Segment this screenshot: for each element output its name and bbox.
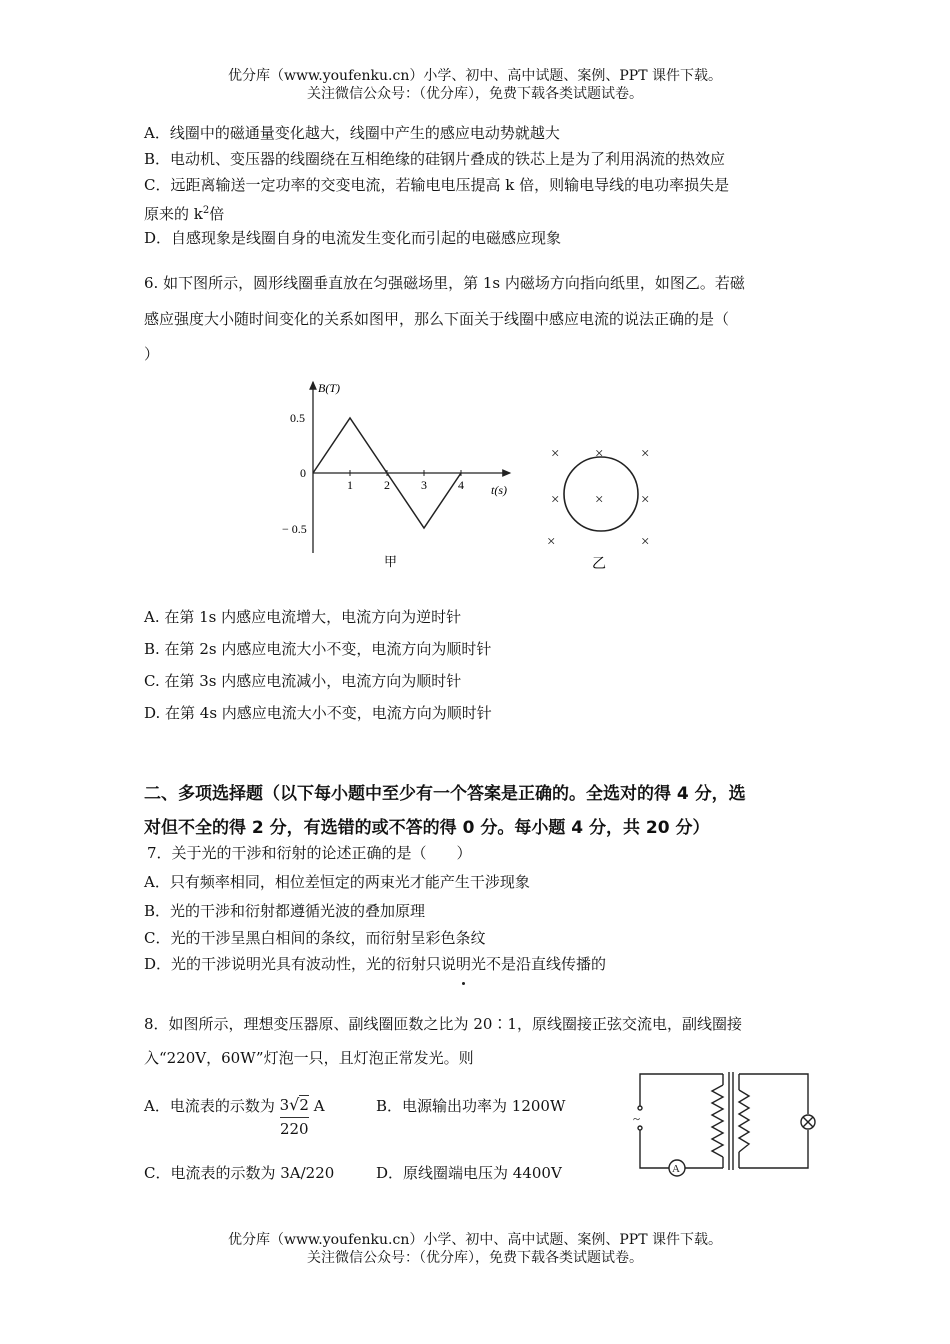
ac-source-symbol: ~	[633, 1111, 641, 1126]
q6-option-d: D. 在第 4s 内感应电流大小不变，电流方向为顺时针	[144, 704, 492, 722]
q8-option-a: A．电流表的示数为 $\frac{3√2}{220}$ A	[144, 1095, 325, 1138]
graph-y-label: B(T)	[318, 381, 340, 395]
graph-x-label: t(s)	[491, 483, 507, 497]
q8-option-c: C．电流表的示数为 3A/220	[144, 1164, 335, 1182]
figure-yi-caption: 乙	[592, 557, 606, 572]
field-into-page-mark: ×	[641, 446, 650, 462]
graph-ytick-pos: 0.5	[290, 411, 305, 425]
q8-option-d: D．原线圈端电压为 4400V	[376, 1164, 562, 1182]
q5-option-a: A．线圈中的磁通量变化越大，线圈中产生的感应电动势就越大	[144, 124, 560, 142]
q5-option-c-line2: 原来的 $k^2$倍	[144, 205, 225, 223]
primary-wire-top	[640, 1074, 723, 1106]
q7-stem: 7．关于光的干涉和衍射的论述正确的是（ ）	[147, 844, 472, 862]
ammeter-label: A	[672, 1163, 680, 1175]
q8-option-a-fraction: $\frac{3√2}{220}$	[279, 1095, 309, 1138]
field-into-page-mark: ×	[551, 446, 560, 462]
q7-option-c: C．光的干涉呈黑白相间的条纹，而衍射呈彩色条纹	[144, 929, 486, 947]
graph-ytick-neg: − 0.5	[282, 522, 307, 536]
field-into-page-mark: ×	[547, 534, 556, 550]
graph-caption: 甲	[384, 554, 398, 569]
q6-figure-yi	[540, 435, 660, 575]
page-footer-line1: 优分库（www.youfenku.cn）小学、初中、高中试题、案例、PPT 课件下载。	[227, 1232, 722, 1248]
q6-option-a: A. 在第 1s 内感应电流增大，电流方向为逆时针	[144, 608, 462, 626]
secondary-wire-bottom	[739, 1130, 808, 1168]
q6-graph-jia	[280, 378, 520, 578]
field-into-page-mark: ×	[641, 492, 650, 508]
q6-stem-line2: 感应强度大小随时间变化的关系如图甲，那么下面关于线圈中感应电流的说法正确的是（	[144, 310, 730, 328]
q6-stem-line3: ）	[144, 345, 160, 363]
q7-option-b: B．光的干涉和衍射都遵循光波的叠加原理	[144, 902, 426, 920]
q5-option-c-line1: C．远距离输送一定功率的交变电流，若输电电压提高 k 倍，则输电导线的电功率损失是	[144, 176, 730, 194]
graph-xtick-label: 2	[384, 478, 390, 492]
graph-xtick-label: 1	[347, 478, 353, 492]
page-header-line2: 关注微信公众号：（优分库），免费下载各类试题试卷。	[307, 86, 643, 102]
q8-stem-line1: 8．如图所示，理想变压器原、副线圈匝数之比为 20∶1，原线圈接正弦交流电，副线圈接	[144, 1015, 742, 1033]
q7-option-a: A．只有频率相同，相位差恒定的两束光才能产生干涉现象	[144, 873, 530, 891]
field-into-page-mark: ×	[595, 446, 604, 462]
q5-option-b: B．电动机、变压器的线圈绕在互相绝缘的硅钢片叠成的铁芯上是为了利用涡流的热效应	[144, 150, 726, 168]
q8-stem-line2: 入“220V，60W”灯泡一只，且灯泡正常发光。则	[144, 1049, 474, 1067]
primary-wire-bottom	[640, 1130, 669, 1168]
q6-option-c: C. 在第 3s 内感应电流减小，电流方向为顺时针	[144, 672, 462, 690]
graph-xtick-label: 3	[421, 478, 427, 492]
q5-option-d: D．自感现象是线圈自身的电流发生变化而引起的电磁感应现象	[144, 229, 562, 247]
primary-coil	[712, 1085, 723, 1157]
q8-option-b: B．电源输出功率为 1200W	[376, 1097, 566, 1115]
graph-xtick-label: 4	[458, 478, 464, 492]
q7-option-d: D．光的干涉说明光具有波动性，光的衍射只说明光不是沿直线传播的	[144, 955, 607, 973]
graph-ytick-zero: 0	[300, 466, 306, 480]
q8-transformer-circuit	[625, 1068, 825, 1178]
field-into-page-mark: ×	[595, 492, 604, 508]
page-footer-line2: 关注微信公众号：（优分库），免费下载各类试题试卷。	[307, 1250, 643, 1266]
section2-heading-line1: 二、多项选择题（以下每小题中至少有一个答案是正确的。全选对的得 4 分，选	[144, 784, 746, 804]
emphasis-dot	[462, 982, 465, 985]
field-into-page-mark: ×	[551, 492, 560, 508]
secondary-coil	[739, 1090, 749, 1152]
field-into-page-mark: ×	[641, 534, 650, 550]
section2-heading-line2: 对但不全的得 2 分，有选错的或不答的得 0 分。每小题 4 分，共 20 分）	[144, 818, 710, 838]
q6-option-b: B. 在第 2s 内感应电流大小不变，电流方向为顺时针	[144, 640, 492, 658]
q6-stem-line1: 6. 如下图所示，圆形线圈垂直放在匀强磁场里，第 1s 内磁场方向指向纸里，如图乙。若磁	[144, 274, 745, 292]
page-header-line1: 优分库（www.youfenku.cn）小学、初中、高中试题、案例、PPT 课件下载。	[227, 68, 722, 84]
